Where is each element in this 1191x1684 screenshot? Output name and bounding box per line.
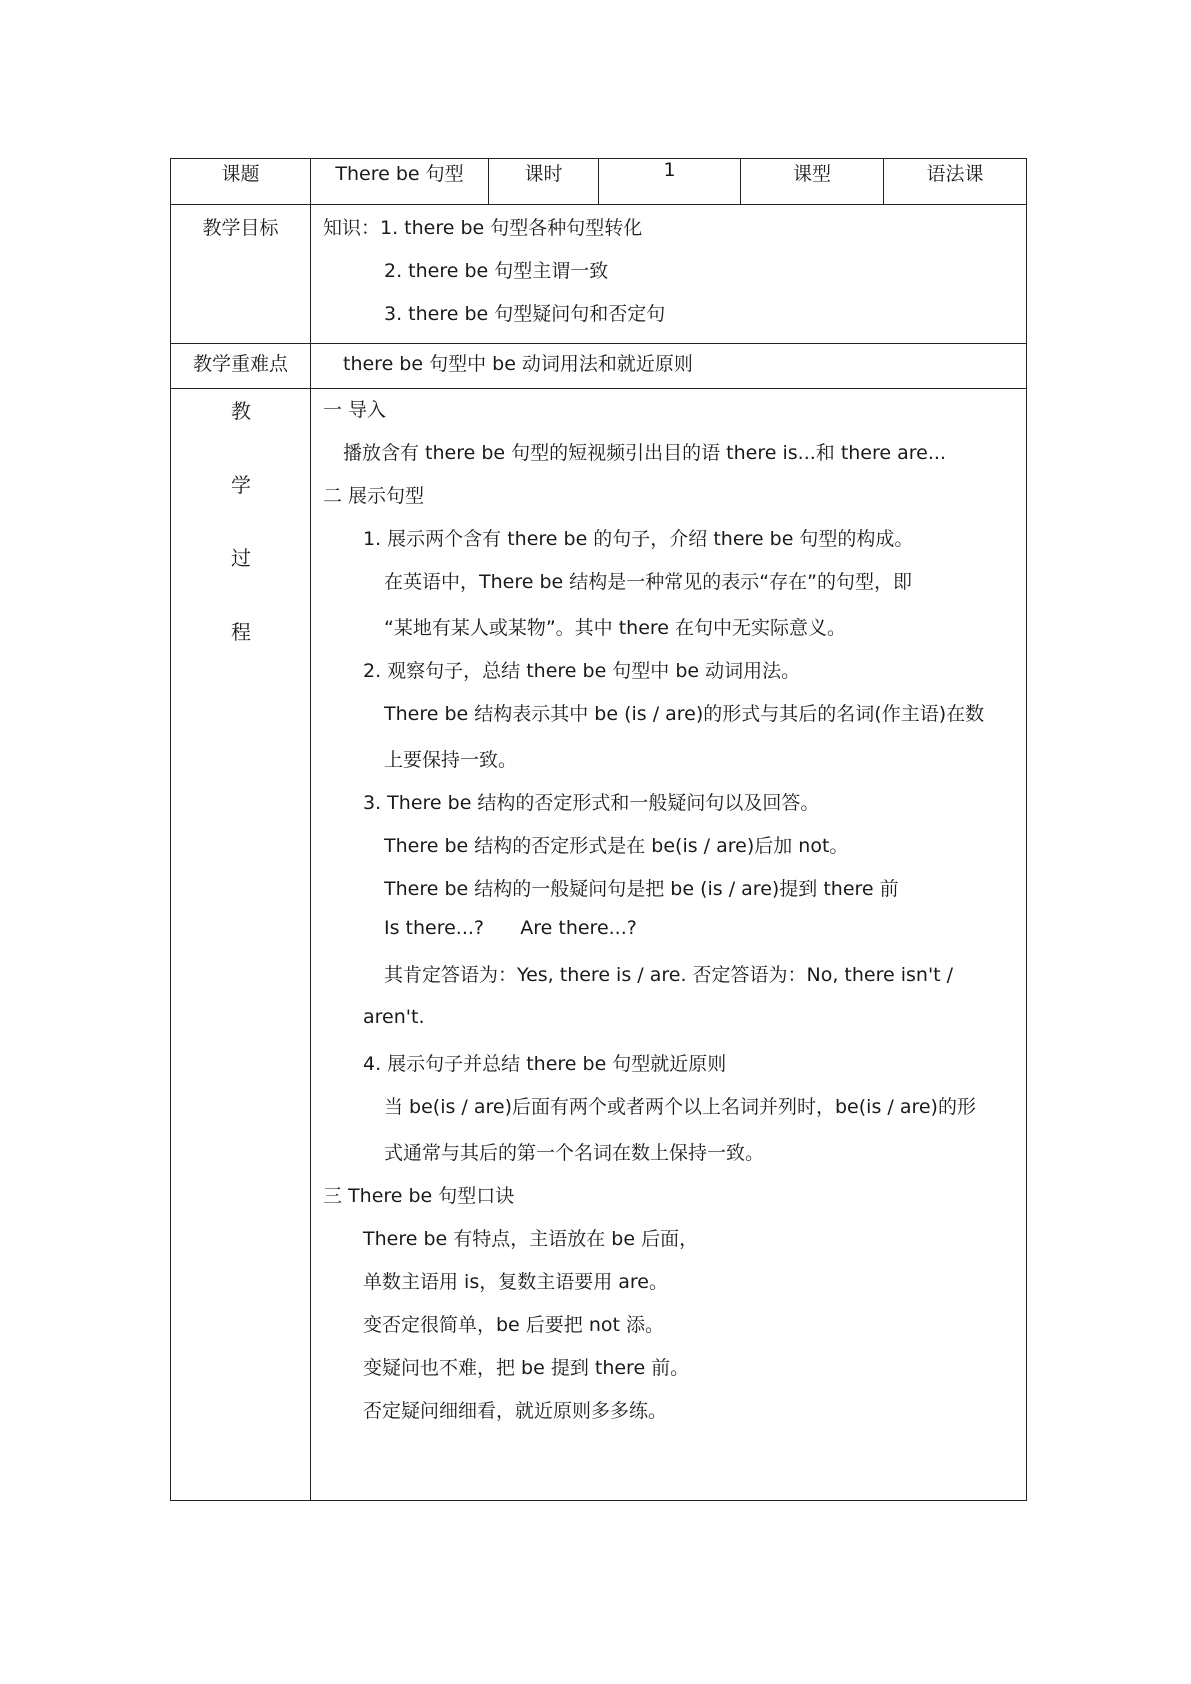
goals-row <box>171 205 1027 344</box>
goals-label-cell <box>171 205 311 344</box>
goal-line: 3. there be 句型疑问句和否定句 <box>384 303 666 325</box>
process-label-char: 学 <box>231 473 251 497</box>
period-label: 课时 <box>489 159 599 205</box>
process-line: 播放含有 there be 句型的短视频引出目的语 there is...和 there are... <box>343 442 946 464</box>
rhyme-line: There be 有特点，主语放在 be 后面， <box>363 1228 699 1250</box>
process-line: aren't. <box>363 1006 425 1028</box>
topic-label: 课题 <box>171 159 311 205</box>
rhyme-line: 变疑问也不难，把 be 提到 there 前。 <box>363 1357 690 1379</box>
process-line: 在英语中，There be 结构是一种常见的表示“存在”的句型，即 <box>384 571 912 593</box>
key-points-content-cell <box>311 344 1027 389</box>
goals-content-cell <box>311 205 1027 344</box>
process-line: 其肯定答语为：Yes, there is / are. 否定答语为：No, there isn't / <box>384 964 954 986</box>
process-label-char: 程 <box>231 620 251 644</box>
key-points-text: there be 句型中 be 动词用法和就近原则 <box>343 353 693 375</box>
section-heading: 二 展示句型 <box>323 485 425 507</box>
type-value: 语法课 <box>884 159 1027 205</box>
section-heading: 三 There be 句型口诀 <box>323 1185 515 1207</box>
process-line: “某地有某人或某物”。其中 there 在句中无实际意义。 <box>384 617 847 639</box>
goal-line: 知识：1. there be 句型各种句型转化 <box>323 217 643 239</box>
goals-label: 教学目标 <box>202 217 279 239</box>
process-line: 式通常与其后的第一个名词在数上保持一致。 <box>384 1142 765 1164</box>
topic-value: There be 句型 <box>311 159 489 205</box>
process-label-char: 教 <box>231 399 251 423</box>
process-line: There be 结构的否定形式是在 be(is / are)后加 not。 <box>384 835 849 857</box>
process-line: Is there...? Are there...? <box>384 917 637 939</box>
process-line: There be 结构的一般疑问句是把 be (is / are)提到 there 前 <box>384 878 899 900</box>
period-value: 1 <box>599 159 741 205</box>
process-line: 3. There be 结构的否定形式和一般疑问句以及回答。 <box>363 792 820 814</box>
section-heading: 一 导入 <box>323 399 387 421</box>
header-row <box>171 159 1027 205</box>
process-content-cell <box>311 389 1027 1501</box>
key-points-row <box>171 344 1027 389</box>
process-line: 上要保持一致。 <box>384 749 518 771</box>
key-points-label-cell <box>171 344 311 389</box>
process-label-cell <box>171 389 311 1501</box>
process-line: 4. 展示句子并总结 there be 句型就近原则 <box>363 1053 727 1075</box>
process-line: There be 结构表示其中 be (is / are)的形式与其后的名词(作主语)在数 <box>384 703 985 725</box>
rhyme-line: 否定疑问细细看，就近原则多多练。 <box>363 1400 668 1422</box>
type-label: 课型 <box>741 159 884 205</box>
process-label-char: 过 <box>231 546 251 570</box>
rhyme-line: 单数主语用 is，复数主语要用 are。 <box>363 1271 668 1293</box>
process-line: 当 be(is / are)后面有两个或者两个以上名词并列时，be(is / are)的形 <box>384 1096 976 1118</box>
process-line: 1. 展示两个含有 there be 的句子，介绍 there be 句型的构成。 <box>363 528 914 550</box>
process-line: 2. 观察句子，总结 there be 句型中 be 动词用法。 <box>363 660 801 682</box>
goal-line: 2. there be 句型主谓一致 <box>384 260 609 282</box>
rhyme-line: 变否定很简单，be 后要把 not 添。 <box>363 1314 664 1336</box>
lesson-plan-table <box>170 158 1027 1501</box>
process-row <box>171 389 1027 1501</box>
key-points-label: 教学重难点 <box>192 353 288 375</box>
